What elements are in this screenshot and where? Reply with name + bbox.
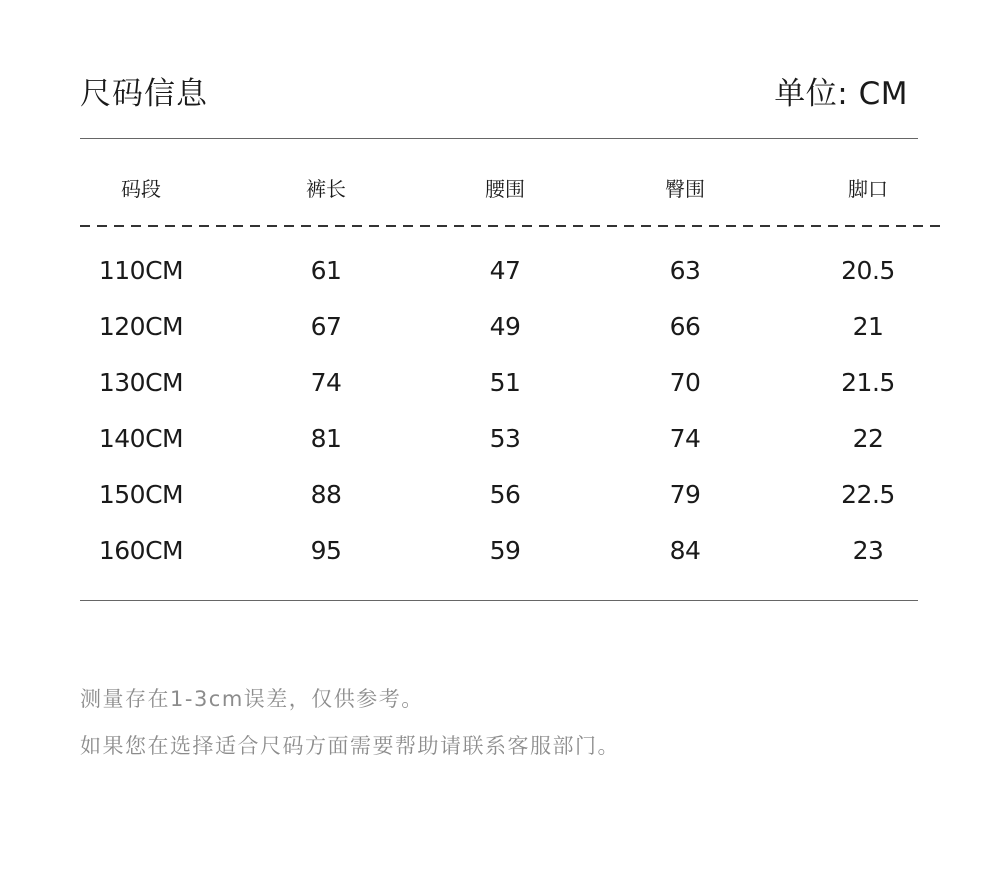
- table-row: [0, 307, 1000, 347]
- length-cell: 88: [310, 480, 342, 509]
- size-cell: 160CM: [98, 536, 184, 565]
- hip-cell: 63: [669, 256, 701, 285]
- column-header-hem: 脚口: [848, 177, 888, 201]
- column-header-length: 裤长: [306, 177, 346, 201]
- waist-cell: 56: [489, 480, 521, 509]
- header-dashed-divider: [80, 225, 944, 227]
- page-title: 尺码信息: [80, 76, 208, 112]
- length-cell: 67: [310, 312, 342, 341]
- table-row: [0, 475, 1000, 515]
- size-cell: 110CM: [98, 256, 184, 285]
- hem-cell: 22: [852, 424, 884, 453]
- column-header-hip: 臀围: [665, 177, 705, 201]
- length-cell: 95: [310, 536, 342, 565]
- length-cell: 61: [310, 256, 342, 285]
- hem-cell: 21: [852, 312, 884, 341]
- hem-cell: 23: [852, 536, 884, 565]
- hem-cell: 22.5: [841, 480, 895, 509]
- size-cell: 140CM: [98, 424, 184, 453]
- hem-cell: 20.5: [841, 256, 895, 285]
- size-cell: 150CM: [98, 480, 184, 509]
- unit-label: 单位: CM: [774, 76, 908, 112]
- length-cell: 81: [310, 424, 342, 453]
- table-row: [0, 363, 1000, 403]
- bottom-divider: [80, 600, 918, 601]
- table-header-row: [0, 169, 1000, 209]
- customer-service-note: 如果您在选择适合尺码方面需要帮助请联系客服部门。: [80, 734, 620, 758]
- column-header-size: 码段: [121, 177, 161, 201]
- length-cell: 74: [310, 368, 342, 397]
- table-row: [0, 251, 1000, 291]
- table-row: [0, 419, 1000, 459]
- hip-cell: 66: [669, 312, 701, 341]
- waist-cell: 49: [489, 312, 521, 341]
- column-header-waist: 腰围: [485, 177, 525, 201]
- hip-cell: 74: [669, 424, 701, 453]
- waist-cell: 51: [489, 368, 521, 397]
- waist-cell: 47: [489, 256, 521, 285]
- hip-cell: 84: [669, 536, 701, 565]
- hip-cell: 70: [669, 368, 701, 397]
- table-row: [0, 531, 1000, 571]
- hem-cell: 21.5: [841, 368, 895, 397]
- size-cell: 130CM: [98, 368, 184, 397]
- size-cell: 120CM: [98, 312, 184, 341]
- hip-cell: 79: [669, 480, 701, 509]
- waist-cell: 59: [489, 536, 521, 565]
- measurement-error-note: 测量存在1-3cm误差，仅供参考。: [80, 687, 424, 711]
- waist-cell: 53: [489, 424, 521, 453]
- top-divider: [80, 138, 918, 139]
